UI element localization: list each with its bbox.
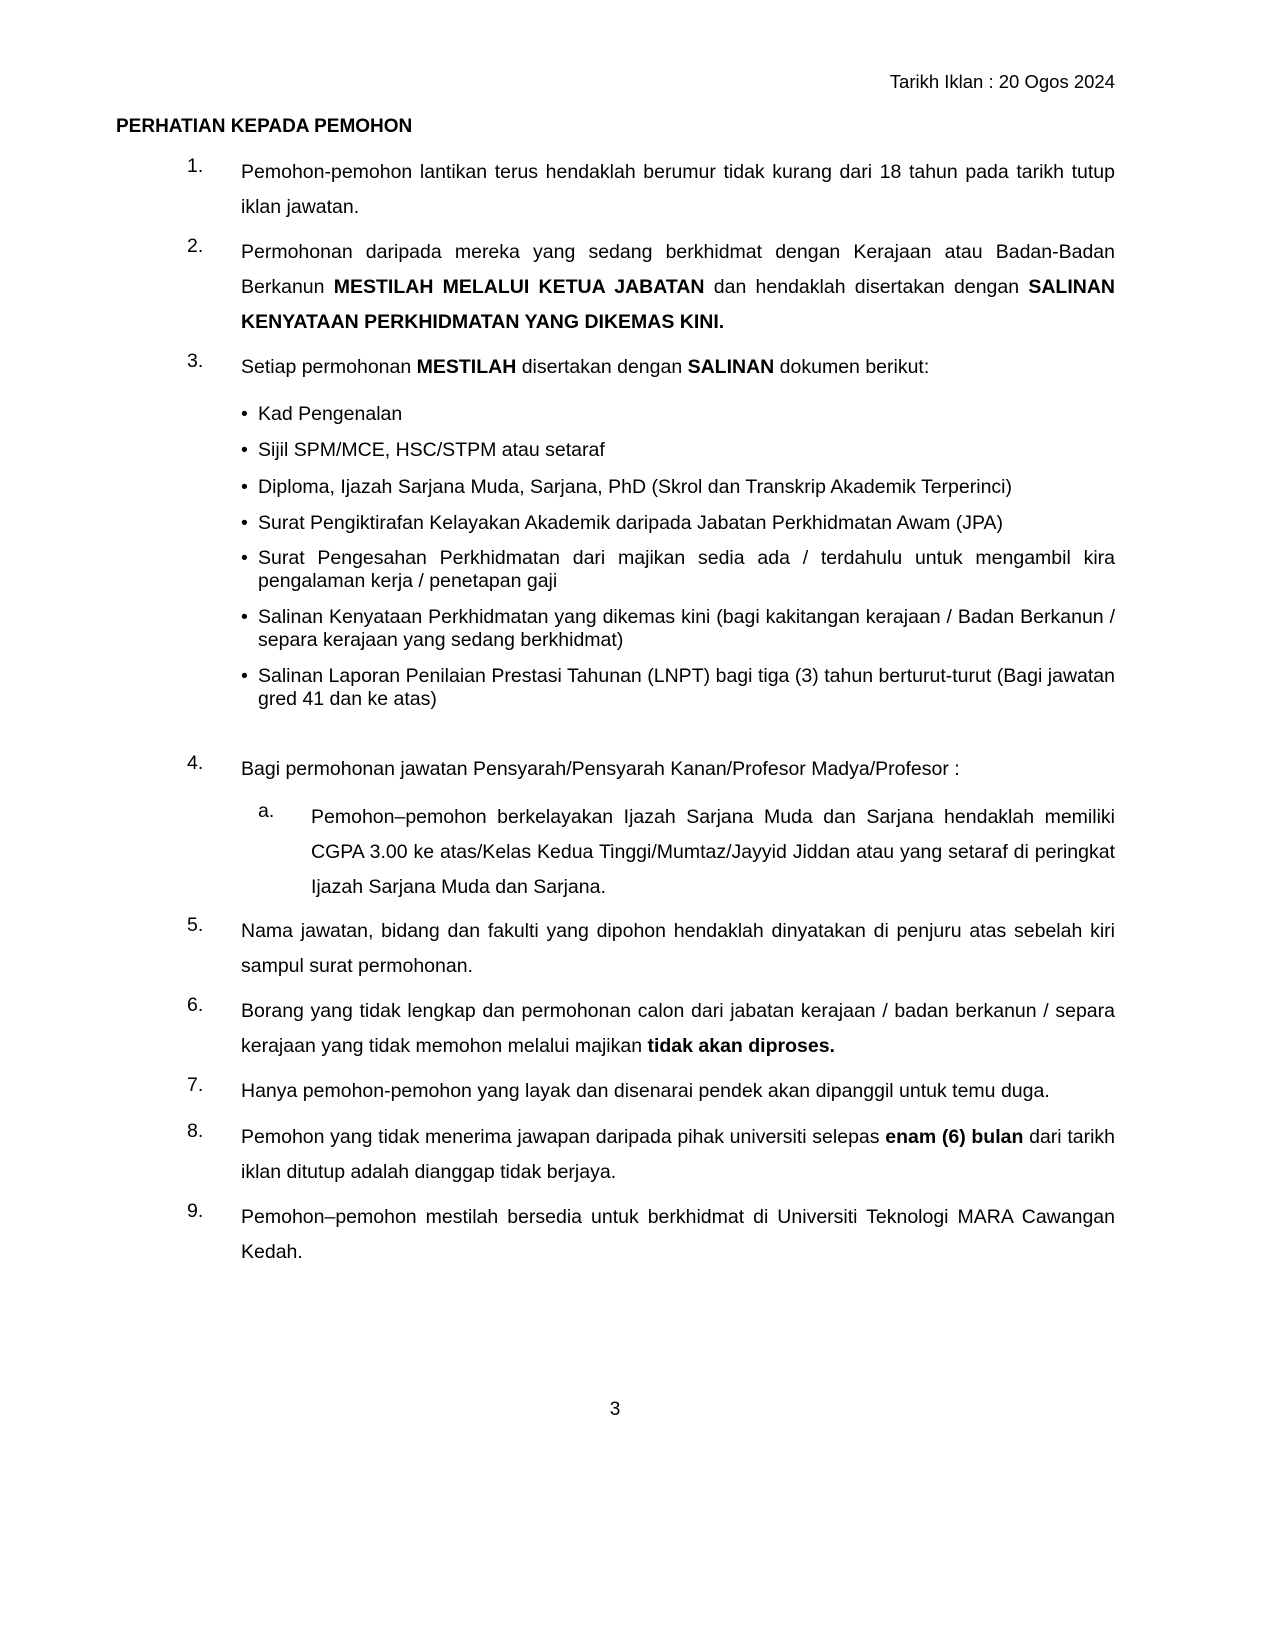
- item-text-run: Pemohon yang tidak menerima jawapan daripada pihak universiti selepas: [241, 1126, 886, 1148]
- item-number: 2.: [187, 235, 204, 257]
- item-text: [241, 994, 1115, 1064]
- document-item: • Kad Pengenalan: [241, 403, 403, 425]
- list-item-5: [187, 914, 1115, 984]
- item-number: 4.: [187, 752, 204, 774]
- ad-date: Tarikh Iklan : 20 Ogos 2024: [889, 71, 1115, 92]
- list-item-2: [187, 235, 1115, 340]
- list-item-8: [187, 1120, 1115, 1190]
- emphasis-text: MESTILAH: [416, 356, 517, 378]
- sub-item-a: [258, 800, 1115, 905]
- sub-item-number: a.: [258, 800, 275, 822]
- list-item-1: [187, 155, 1115, 225]
- emphasis-text: MESTILAH MELALUI KETUA JABATAN: [333, 276, 705, 298]
- item-text: [241, 914, 1115, 984]
- item-text-run: dan hendaklah disertakan dengan: [704, 276, 1029, 298]
- list-item-9: [187, 1200, 1115, 1270]
- list-item-3: [187, 350, 1115, 385]
- item-number: 9.: [187, 1200, 204, 1222]
- item-number: 7.: [187, 1074, 204, 1096]
- item-number: 1.: [187, 155, 204, 177]
- emphasis-text: SALINAN KENYATAAN PERKHIDMATAN YANG DIKEMAS KINI.: [241, 276, 1115, 333]
- list-item-4: [187, 752, 1115, 787]
- item-number: 5.: [187, 914, 204, 936]
- item-text-run: disertakan dengan: [516, 356, 688, 378]
- page-title: PERHATIAN KEPADA PEMOHON: [116, 116, 413, 137]
- item-text-run: dari tarikh iklan ditutup adalah dianggap tidak berjaya.: [241, 1126, 1115, 1183]
- document-item: • Surat Pengiktirafan Kelayakan Akademik daripada Jabatan Perkhidmatan Awam (JPA): [241, 512, 1004, 534]
- emphasis-text: enam (6) bulan: [885, 1126, 1024, 1148]
- item-text-run: Setiap permohonan: [241, 356, 417, 378]
- bullet-icon: •: [241, 403, 248, 425]
- list-item-6: [187, 994, 1115, 1064]
- item-text: [241, 155, 1115, 225]
- document-item: • Surat Pengesahan Perkhidmatan dari majikan sedia ada / terdahulu untuk mengambil kira pengalaman kerja / penetapan gaji: [241, 547, 1115, 592]
- item-text-run: Pemohon-pemohon lantikan terus hendaklah berumur tidak kurang dari 18 tahun pada tarikh tutup iklan jawatan.: [241, 161, 1115, 218]
- item-text: [241, 752, 1115, 787]
- item-text-run: dokumen berikut:: [774, 356, 930, 378]
- emphasis-text: tidak akan diproses.: [647, 1035, 835, 1057]
- list-item-7: [187, 1074, 1115, 1109]
- page-number: 3: [609, 1399, 621, 1420]
- bullet-icon: •: [241, 665, 248, 687]
- sub-item-text: Pemohon–pemohon berkelayakan Ijazah Sarjana Muda dan Sarjana hendaklah memiliki CGPA 3.00 ke atas/Kelas Kedua Tinggi/Mumtaz/Jayyid Jiddan atau yang setaraf di peringkat Ijazah Sarjana Muda dan Sarjana.: [311, 806, 1115, 898]
- bullet-icon: •: [241, 606, 248, 628]
- bullet-icon: •: [241, 547, 248, 569]
- item-text-run: Pemohon–pemohon mestilah bersedia untuk berkhidmat di Universiti Teknologi MARA Cawangan Kedah.: [241, 1206, 1115, 1263]
- item-text: [241, 1200, 1115, 1270]
- item-text-run: Bagi permohonan jawatan Pensyarah/Pensyarah Kanan/Profesor Madya/Profesor :: [241, 758, 960, 780]
- item-number: 6.: [187, 994, 204, 1016]
- document-item: • Salinan Kenyataan Perkhidmatan yang dikemas kini (bagi kakitangan kerajaan / Badan Berkanun / separa kerajaan yang sedang berkhidmat): [241, 606, 1115, 651]
- document-item: • Salinan Laporan Penilaian Prestasi Tahunan (LNPT) bagi tiga (3) tahun berturut-turut (Bagi jawatan gred 41 dan ke atas): [241, 665, 1115, 710]
- item-number: 3.: [187, 350, 204, 372]
- bullet-icon: •: [241, 439, 248, 461]
- item-text-run: Borang yang tidak lengkap dan permohonan calon dari jabatan kerajaan / badan berkanun / separa kerajaan yang tidak memohon melalui majikan: [241, 1000, 1115, 1057]
- item-text-run: Permohonan daripada mereka yang sedang berkhidmat dengan Kerajaan atau Badan-Badan Berkanun: [241, 241, 1115, 298]
- item-text-run: Nama jawatan, bidang dan fakulti yang dipohon hendaklah dinyatakan di penjuru atas sebelah kiri sampul surat permohonan.: [241, 920, 1115, 977]
- bullet-icon: •: [241, 476, 248, 498]
- item-text: [241, 1120, 1115, 1190]
- bullet-icon: •: [241, 512, 248, 534]
- item-text: [241, 235, 1115, 340]
- item-number: 8.: [187, 1120, 204, 1142]
- document-item: • Sijil SPM/MCE, HSC/STPM atau setaraf: [241, 439, 605, 461]
- item-text-run: Hanya pemohon-pemohon yang layak dan disenarai pendek akan dipanggil untuk temu duga.: [241, 1080, 1050, 1102]
- item-text: [241, 1074, 1115, 1109]
- emphasis-text: SALINAN: [687, 356, 775, 378]
- item-text: [241, 350, 1115, 385]
- document-item: • Diploma, Ijazah Sarjana Muda, Sarjana, PhD (Skrol dan Transkrip Akademik Terperinci): [241, 476, 1012, 498]
